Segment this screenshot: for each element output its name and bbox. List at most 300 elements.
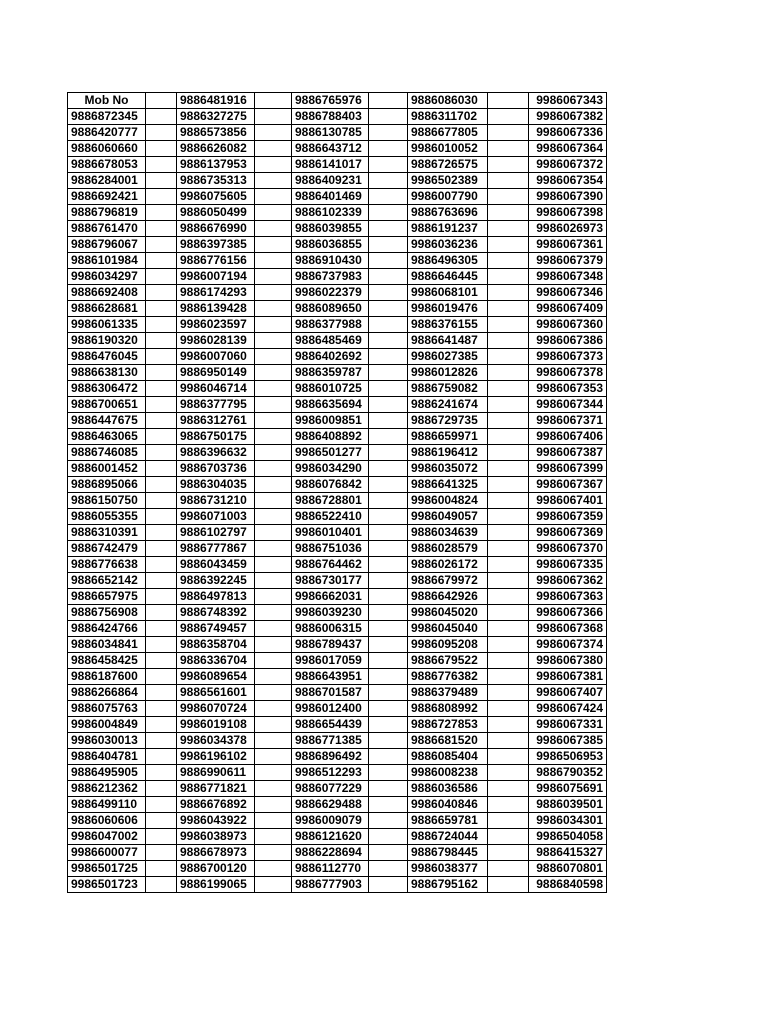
- spacer-cell: [369, 477, 408, 493]
- mobile-number-cell: 9886102339: [292, 205, 369, 221]
- mobile-number-cell: 9886463065: [68, 429, 146, 445]
- mobile-number-cell: 9886039855: [292, 221, 369, 237]
- spacer-cell: [488, 477, 529, 493]
- mobile-number-cell: 9886212362: [68, 781, 146, 797]
- mobile-number-cell: 9886737983: [292, 269, 369, 285]
- mobile-number-cell: 9886060660: [68, 141, 146, 157]
- spacer-cell: [255, 829, 292, 845]
- spacer-cell: [369, 285, 408, 301]
- spacer-cell: [255, 141, 292, 157]
- mobile-number-cell: 9986067361: [529, 237, 607, 253]
- spacer-cell: [369, 381, 408, 397]
- spacer-cell: [255, 525, 292, 541]
- table-row: [68, 541, 607, 557]
- spacer-cell: [255, 125, 292, 141]
- mobile-number-cell: 9986067370: [529, 541, 607, 557]
- mobile-number-cell: 9986046714: [177, 381, 255, 397]
- spacer-cell: [369, 701, 408, 717]
- spacer-cell: [369, 253, 408, 269]
- mobile-number-cell: 9886139428: [177, 301, 255, 317]
- mobile-number-cell: 9886150750: [68, 493, 146, 509]
- spacer-cell: [255, 541, 292, 557]
- spacer-cell: [146, 525, 177, 541]
- mobile-number-cell: 9986067359: [529, 509, 607, 525]
- spacer-cell: [255, 93, 292, 109]
- mobile-number-cell: 9986067366: [529, 605, 607, 621]
- spacer-cell: [146, 877, 177, 893]
- spacer-cell: [255, 221, 292, 237]
- spacer-cell: [488, 93, 529, 109]
- spacer-cell: [488, 285, 529, 301]
- spacer-cell: [369, 861, 408, 877]
- table-row: [68, 829, 607, 845]
- mobile-number-cell: 9886678973: [177, 845, 255, 861]
- mobile-number-cell: 9986067387: [529, 445, 607, 461]
- mobile-number-cell: 9986067369: [529, 525, 607, 541]
- spacer-cell: [369, 765, 408, 781]
- mobile-number-cell: 9986067364: [529, 141, 607, 157]
- mobile-number-cell: 9986067407: [529, 685, 607, 701]
- table-row: [68, 253, 607, 269]
- spacer-cell: [488, 349, 529, 365]
- spacer-cell: [369, 157, 408, 173]
- mobile-number-cell: 9886731210: [177, 493, 255, 509]
- spacer-cell: [255, 189, 292, 205]
- spacer-cell: [488, 253, 529, 269]
- spacer-cell: [369, 781, 408, 797]
- mobile-number-cell: 9886409231: [292, 173, 369, 189]
- spacer-cell: [255, 765, 292, 781]
- mobile-number-cell: 9886654439: [292, 717, 369, 733]
- mobile-number-cell: 9886777903: [292, 877, 369, 893]
- table-row: [68, 333, 607, 349]
- spacer-cell: [488, 733, 529, 749]
- spacer-cell: [146, 557, 177, 573]
- mobile-number-cell: 9986067363: [529, 589, 607, 605]
- mobile-number-cell: 9886750175: [177, 429, 255, 445]
- mobile-number-cell: 9886679522: [408, 653, 488, 669]
- mobile-number-cell: 9986049057: [408, 509, 488, 525]
- mobile-number-cell: 9986662031: [292, 589, 369, 605]
- mobile-number-cell: 9986501723: [68, 877, 146, 893]
- spacer-cell: [146, 733, 177, 749]
- mobile-number-cell: 9986010052: [408, 141, 488, 157]
- spacer-cell: [146, 157, 177, 173]
- mobile-number-cell: 9986010401: [292, 525, 369, 541]
- mobile-number-cell: 9886359787: [292, 365, 369, 381]
- mobile-number-cell: 9886070801: [529, 861, 607, 877]
- spacer-cell: [146, 269, 177, 285]
- spacer-cell: [369, 269, 408, 285]
- mobile-number-cell: 9886228694: [292, 845, 369, 861]
- spacer-cell: [369, 813, 408, 829]
- mobile-number-cell: 9886573856: [177, 125, 255, 141]
- mobile-number-cell: 9886910430: [292, 253, 369, 269]
- spacer-cell: [255, 413, 292, 429]
- spacer-cell: [488, 301, 529, 317]
- mobile-number-cell: 9986039230: [292, 605, 369, 621]
- spacer-cell: [369, 349, 408, 365]
- spacer-cell: [488, 141, 529, 157]
- mobile-number-cell: 9986067386: [529, 333, 607, 349]
- mobile-number-cell: 9886703736: [177, 461, 255, 477]
- mobile-number-cell: 9986045040: [408, 621, 488, 637]
- mobile-number-cell: 9886990611: [177, 765, 255, 781]
- spacer-cell: [146, 285, 177, 301]
- mobile-number-cell: 9886336704: [177, 653, 255, 669]
- spacer-cell: [255, 605, 292, 621]
- table-row: [68, 461, 607, 477]
- mobile-number-cell: 9886840598: [529, 877, 607, 893]
- mobile-number-cell: 9886076842: [292, 477, 369, 493]
- spacer-cell: [146, 477, 177, 493]
- mobile-number-cell: 9986038377: [408, 861, 488, 877]
- mobile-number-cell: 9986070724: [177, 701, 255, 717]
- spacer-cell: [488, 173, 529, 189]
- mobile-number-cell: 9886746085: [68, 445, 146, 461]
- spacer-cell: [369, 685, 408, 701]
- mobile-number-cell: 9886724044: [408, 829, 488, 845]
- spacer-cell: [146, 493, 177, 509]
- table-header-row: [68, 93, 607, 109]
- spacer-cell: [369, 413, 408, 429]
- table-row: [68, 637, 607, 653]
- spacer-cell: [369, 525, 408, 541]
- mobile-number-cell: 9886112770: [292, 861, 369, 877]
- mobile-number-cell: 9886089650: [292, 301, 369, 317]
- spacer-cell: [369, 653, 408, 669]
- spacer-cell: [488, 541, 529, 557]
- spacer-cell: [255, 813, 292, 829]
- spacer-cell: [255, 493, 292, 509]
- spacer-cell: [488, 125, 529, 141]
- table-row: [68, 189, 607, 205]
- mobile-number-cell: 9986008238: [408, 765, 488, 781]
- spacer-cell: [488, 445, 529, 461]
- mobile-number-cell: 9986067373: [529, 349, 607, 365]
- table-row: [68, 813, 607, 829]
- mobile-number-cell: 9886764462: [292, 557, 369, 573]
- spacer-cell: [255, 621, 292, 637]
- mobile-number-cell: 9886358704: [177, 637, 255, 653]
- mobile-number-cell: 9886771821: [177, 781, 255, 797]
- mobile-number-cell: 9886761470: [68, 221, 146, 237]
- mobile-number-cell: 9886420777: [68, 125, 146, 141]
- mobile-number-cell: 9986067385: [529, 733, 607, 749]
- spacer-cell: [369, 749, 408, 765]
- mobile-number-cell: 9886404781: [68, 749, 146, 765]
- mobile-number-cell: 9886896492: [292, 749, 369, 765]
- table-row: [68, 285, 607, 301]
- table-row: [68, 621, 607, 637]
- mobile-number-cell: 9886776156: [177, 253, 255, 269]
- mobile-number-cell: 9986071003: [177, 509, 255, 525]
- mobile-number-cell: 9886001452: [68, 461, 146, 477]
- mobile-number-cell: 9986067336: [529, 125, 607, 141]
- mobile-number-cell: 9886700651: [68, 397, 146, 413]
- spacer-cell: [255, 877, 292, 893]
- spacer-cell: [488, 621, 529, 637]
- mobile-number-cell: 9886396632: [177, 445, 255, 461]
- mobile-number-cell: 9886798445: [408, 845, 488, 861]
- table-row: [68, 125, 607, 141]
- mobile-number-cell: 9986067348: [529, 269, 607, 285]
- phone-number-table: [67, 92, 607, 893]
- mobile-number-cell: 9886641325: [408, 477, 488, 493]
- spacer-cell: [488, 381, 529, 397]
- spacer-cell: [488, 605, 529, 621]
- mobile-number-cell: 9886700120: [177, 861, 255, 877]
- mobile-number-cell: 9886190320: [68, 333, 146, 349]
- mobile-number-cell: 9886424766: [68, 621, 146, 637]
- mobile-number-cell: 9886312761: [177, 413, 255, 429]
- spacer-cell: [488, 829, 529, 845]
- mobile-number-cell: 9986034301: [529, 813, 607, 829]
- mobile-number-cell: 9986012400: [292, 701, 369, 717]
- spacer-cell: [146, 333, 177, 349]
- mobile-number-cell: 9886311702: [408, 109, 488, 125]
- table-row: [68, 557, 607, 573]
- mobile-number-cell: 9886006315: [292, 621, 369, 637]
- spacer-cell: [369, 333, 408, 349]
- spacer-cell: [369, 557, 408, 573]
- spacer-cell: [255, 477, 292, 493]
- spacer-cell: [146, 509, 177, 525]
- mobile-number-cell: 9986501725: [68, 861, 146, 877]
- spacer-cell: [488, 269, 529, 285]
- table-row: [68, 317, 607, 333]
- spacer-cell: [146, 413, 177, 429]
- spacer-cell: [146, 781, 177, 797]
- mobile-number-cell: 9986043922: [177, 813, 255, 829]
- spacer-cell: [255, 109, 292, 125]
- mobile-number-cell: 9986067335: [529, 557, 607, 573]
- mobile-number-cell: 9886771385: [292, 733, 369, 749]
- spacer-cell: [146, 653, 177, 669]
- spacer-cell: [369, 493, 408, 509]
- table-row: [68, 445, 607, 461]
- mobile-number-cell: 9986004824: [408, 493, 488, 509]
- table-row: [68, 701, 607, 717]
- header-cell: 9886086030: [408, 93, 488, 109]
- spacer-cell: [255, 317, 292, 333]
- spacer-cell: [255, 685, 292, 701]
- spacer-cell: [369, 397, 408, 413]
- spacer-cell: [369, 301, 408, 317]
- spacer-cell: [146, 141, 177, 157]
- mobile-number-cell: 9886050499: [177, 205, 255, 221]
- mobile-number-cell: 9886010725: [292, 381, 369, 397]
- spacer-cell: [255, 589, 292, 605]
- mobile-number-cell: 9986067378: [529, 365, 607, 381]
- table-row: [68, 733, 607, 749]
- spacer-cell: [255, 669, 292, 685]
- mobile-number-cell: 9886026172: [408, 557, 488, 573]
- mobile-number-cell: 9886499110: [68, 797, 146, 813]
- mobile-number-cell: 9986004849: [68, 717, 146, 733]
- mobile-number-cell: 9886377795: [177, 397, 255, 413]
- mobile-number-cell: 9886677805: [408, 125, 488, 141]
- mobile-number-cell: 9986035072: [408, 461, 488, 477]
- mobile-number-cell: 9886796067: [68, 237, 146, 253]
- mobile-number-cell: 9986034378: [177, 733, 255, 749]
- mobile-number-cell: 9986067424: [529, 701, 607, 717]
- spacer-cell: [255, 301, 292, 317]
- mobile-number-cell: 9986067379: [529, 253, 607, 269]
- spacer-cell: [146, 429, 177, 445]
- mobile-number-cell: 9886034841: [68, 637, 146, 653]
- mobile-number-cell: 9886676990: [177, 221, 255, 237]
- spacer-cell: [146, 797, 177, 813]
- table-row: [68, 205, 607, 221]
- mobile-number-cell: 9886130785: [292, 125, 369, 141]
- mobile-number-cell: 9886808992: [408, 701, 488, 717]
- spacer-cell: [146, 445, 177, 461]
- mobile-number-cell: 9886759082: [408, 381, 488, 397]
- spacer-cell: [146, 861, 177, 877]
- table-body: [68, 109, 607, 893]
- spacer-cell: [146, 109, 177, 125]
- mobile-number-cell: 9986022379: [292, 285, 369, 301]
- mobile-number-cell: 9886415327: [529, 845, 607, 861]
- spacer-cell: [488, 701, 529, 717]
- spacer-cell: [369, 845, 408, 861]
- spacer-cell: [146, 669, 177, 685]
- mobile-number-cell: 9986034297: [68, 269, 146, 285]
- table-row: [68, 861, 607, 877]
- spacer-cell: [369, 573, 408, 589]
- spacer-cell: [146, 845, 177, 861]
- mobile-number-cell: 9986034290: [292, 461, 369, 477]
- spacer-cell: [369, 461, 408, 477]
- spacer-cell: [488, 493, 529, 509]
- table-row: [68, 525, 607, 541]
- mobile-number-cell: 9986007060: [177, 349, 255, 365]
- table-row: [68, 845, 607, 861]
- table-row: [68, 365, 607, 381]
- spacer-cell: [488, 669, 529, 685]
- mobile-number-cell: 9986600077: [68, 845, 146, 861]
- mobile-number-cell: 9986030013: [68, 733, 146, 749]
- spacer-cell: [146, 253, 177, 269]
- spacer-cell: [488, 797, 529, 813]
- mobile-number-cell: 9986026973: [529, 221, 607, 237]
- spacer-cell: [369, 221, 408, 237]
- spacer-cell: [369, 829, 408, 845]
- mobile-number-cell: 9886306472: [68, 381, 146, 397]
- mobile-number-cell: 9886643712: [292, 141, 369, 157]
- mobile-number-cell: 9886036586: [408, 781, 488, 797]
- mobile-number-cell: 9886629488: [292, 797, 369, 813]
- mobile-number-cell: 9886036855: [292, 237, 369, 253]
- spacer-cell: [369, 189, 408, 205]
- mobile-number-cell: 9886742479: [68, 541, 146, 557]
- mobile-number-cell: 9986067382: [529, 109, 607, 125]
- spacer-cell: [146, 541, 177, 557]
- mobile-number-cell: 9986009079: [292, 813, 369, 829]
- mobile-number-cell: 9986067399: [529, 461, 607, 477]
- spacer-cell: [488, 637, 529, 653]
- spacer-cell: [146, 93, 177, 109]
- spacer-cell: [255, 717, 292, 733]
- spacer-cell: [255, 845, 292, 861]
- spacer-cell: [146, 237, 177, 253]
- spacer-cell: [255, 205, 292, 221]
- spacer-cell: [369, 173, 408, 189]
- spacer-cell: [488, 109, 529, 125]
- mobile-number-cell: 9886174293: [177, 285, 255, 301]
- header-cell: 9886765976: [292, 93, 369, 109]
- table-row: [68, 269, 607, 285]
- mobile-number-cell: 9886659971: [408, 429, 488, 445]
- mobile-number-cell: 9986067362: [529, 573, 607, 589]
- mobile-number-cell: 9986196102: [177, 749, 255, 765]
- mobile-number-cell: 9886137953: [177, 157, 255, 173]
- mobile-number-cell: 9886701587: [292, 685, 369, 701]
- spacer-cell: [146, 685, 177, 701]
- mobile-number-cell: 9886679972: [408, 573, 488, 589]
- mobile-number-cell: 9886379489: [408, 685, 488, 701]
- mobile-number-cell: 9886692408: [68, 285, 146, 301]
- mobile-number-cell: 9886077229: [292, 781, 369, 797]
- spacer-cell: [488, 861, 529, 877]
- spacer-cell: [369, 541, 408, 557]
- mobile-number-cell: 9986067371: [529, 413, 607, 429]
- mobile-number-cell: 9886657975: [68, 589, 146, 605]
- mobile-number-cell: 9886777867: [177, 541, 255, 557]
- mobile-number-cell: 9886522410: [292, 509, 369, 525]
- mobile-number-cell: 9886776382: [408, 669, 488, 685]
- spacer-cell: [255, 429, 292, 445]
- mobile-number-cell: 9886476045: [68, 349, 146, 365]
- table-row: [68, 685, 607, 701]
- mobile-number-cell: 9886728801: [292, 493, 369, 509]
- mobile-number-cell: 9986017059: [292, 653, 369, 669]
- mobile-number-cell: 9886643951: [292, 669, 369, 685]
- spacer-cell: [255, 781, 292, 797]
- spacer-cell: [146, 461, 177, 477]
- spacer-cell: [369, 797, 408, 813]
- mobile-number-cell: 9886727853: [408, 717, 488, 733]
- mobile-number-cell: 9886659781: [408, 813, 488, 829]
- mobile-number-cell: 9886788403: [292, 109, 369, 125]
- mobile-number-cell: 9886402692: [292, 349, 369, 365]
- mobile-number-cell: 9886628681: [68, 301, 146, 317]
- mobile-number-cell: 9986089654: [177, 669, 255, 685]
- mobile-number-cell: 9886642926: [408, 589, 488, 605]
- spacer-cell: [255, 173, 292, 189]
- mobile-number-cell: 9886776638: [68, 557, 146, 573]
- mobile-number-cell: 9986067360: [529, 317, 607, 333]
- spacer-cell: [369, 589, 408, 605]
- spacer-cell: [146, 701, 177, 717]
- mobile-number-cell: 9886102797: [177, 525, 255, 541]
- spacer-cell: [255, 797, 292, 813]
- spacer-cell: [146, 205, 177, 221]
- mobile-number-cell: 9886763696: [408, 205, 488, 221]
- spacer-cell: [255, 461, 292, 477]
- mobile-number-cell: 9886034639: [408, 525, 488, 541]
- spacer-cell: [488, 157, 529, 173]
- spacer-cell: [255, 509, 292, 525]
- mobile-number-cell: 9886304035: [177, 477, 255, 493]
- mobile-number-cell: 9886748392: [177, 605, 255, 621]
- mobile-number-cell: 9986502389: [408, 173, 488, 189]
- mobile-number-cell: 9886401469: [292, 189, 369, 205]
- table-row: [68, 765, 607, 781]
- spacer-cell: [255, 733, 292, 749]
- spacer-cell: [369, 237, 408, 253]
